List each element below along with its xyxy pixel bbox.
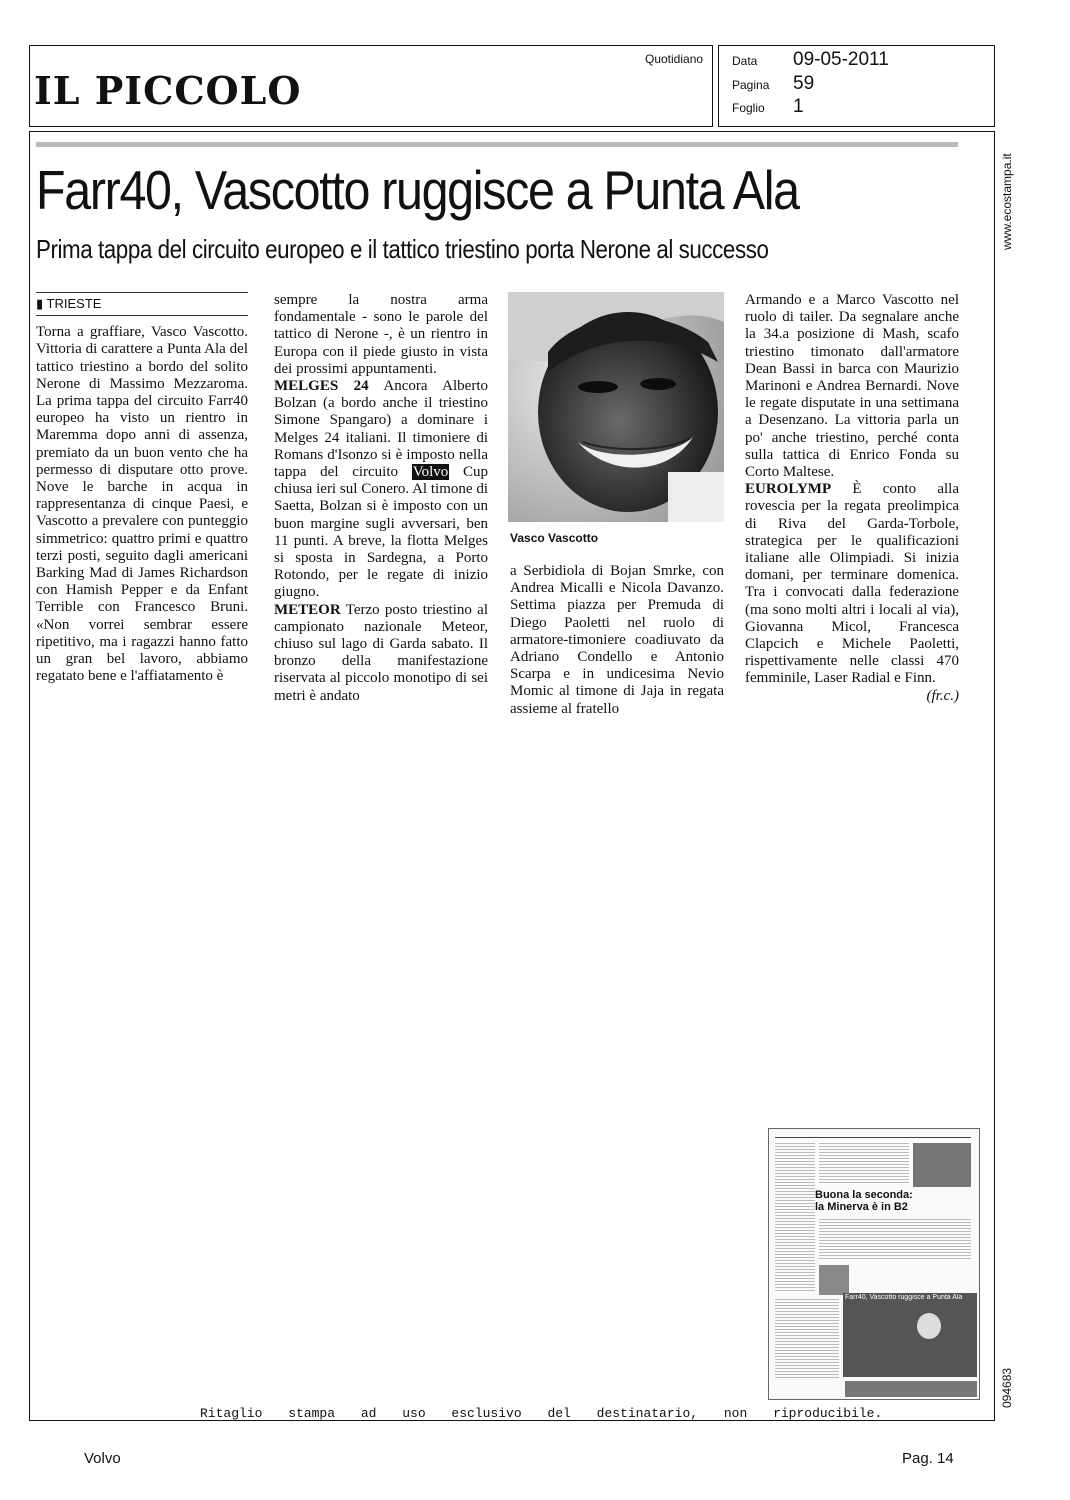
meteor-text: Terzo posto triestino al campionato nazionale Meteor, chiuso sul lago di Garda sabato. Il bronzo della manifestazione riservata al piccolo monotipo di sei metri è andato <box>274 601 488 704</box>
page-value: 59 <box>793 73 815 94</box>
thumbnail-text-block <box>819 1143 909 1183</box>
author-signature: (fr.c.) <box>926 687 959 704</box>
melges-keyword: MELGES 24 <box>274 378 369 395</box>
sheet-value: 1 <box>793 96 804 117</box>
thumbnail-text-block <box>819 1219 971 1259</box>
sheet-label: Foglio <box>732 101 765 115</box>
article-column-3 <box>510 563 724 718</box>
masthead: IL PICCOLO <box>34 68 302 113</box>
melges-text-a: Ancora Alberto Bolzan (a bordo anche il triestino Simone Spangaro) a dominare i Melges 24 italiani. Il timoniere di Romans d'Isonzo si è imposto nella tappa del circuito <box>274 378 488 481</box>
eurolymp-text: È conto alla rovescia per la regata preolimpica di Riva del Garda-Torbole, strategica per le qualificazioni italiane alle Olimpiadi. Si inizia domani, per terminare domenica. Tra i convocati dalla federazione (ma sono molti altri i locali al via), Giovanna Micol, Francesca Clapcich e Michele Paoletti, rispettivamente nelle classi 470 femminile, Laser Radial e Finn. <box>745 481 959 687</box>
article-subheadline: Prima tappa del circuito europeo e il tattico triestino porta Nerone al successo <box>36 234 769 264</box>
thumbnail-photo <box>845 1381 977 1397</box>
article-column-1 <box>36 292 248 685</box>
footer-page: Pag. 14 <box>902 1450 954 1467</box>
meteor-keyword: METEOR <box>274 601 341 618</box>
thumbnail-text-block <box>775 1299 839 1379</box>
article-headline: Farr40, Vascotto ruggisce a Punta Ala <box>36 159 799 221</box>
dateline: ▮ TRIESTE <box>36 292 248 316</box>
article-column-4 <box>745 292 959 705</box>
thumbnail-photo <box>917 1313 941 1339</box>
top-rule <box>36 142 958 147</box>
thumbnail-photo <box>913 1143 971 1187</box>
page-thumbnail <box>768 1128 980 1400</box>
thumbnail-text-block <box>775 1143 815 1293</box>
page-label: Pagina <box>732 78 770 92</box>
column-1-text: Torna a graffiare, Vasco Vascotto. Vittoria di carattere a Punta Ala del tattico triestino a bordo del solito Nerone di Massimo Mezzaroma. La prima tappa del circuito Farr40 europeo ha visto un rientro in Maremma dopo anni di assenza, premiato da un buon vento che ha permesso di disputare otto prove. Nove le barche in acqua in rappresentanza di cinque Paesi, e Vascotto a prevalere con punteggio simmetrico: quattro primi e quattro terzi posti, seguito dagli americani Barking Mad di James Richardson con Hamish Pepper e da Enfant Terrible con Francesco Bruni. «Non vorrei sembrar essere ripetitivo, ma i ragazzi hanno fatto un gran bel lavoro, abbiamo regatato bene e l'affiatamento è <box>36 324 248 685</box>
volvo-highlight: Volvo <box>412 464 449 481</box>
date-label: Data <box>732 54 758 68</box>
thumbnail-headline-line-1: Buona la seconda: <box>815 1189 913 1201</box>
portrait-illustration <box>508 292 724 522</box>
website-label: www.ecostampa.it <box>1000 153 1014 250</box>
melges-text-b: Cup chiusa ieri sul Conero. Al timone di Saetta, Bolzan si è imposto con un buon margine sugli avversari, ben 11 punti. A breve, la flotta Melges si sposta in Sardegna, a Porto Rotondo, per le regate di inizio giugno. <box>274 464 488 601</box>
eurolymp-keyword: EUROLYMP <box>745 481 832 498</box>
publication-type: Quotidiano <box>645 52 704 66</box>
date-value: 09-05-2011 <box>793 49 889 70</box>
copyright-notice: Ritaglio stampa ad uso esclusivo del destinatario, non riproducibile. <box>200 1406 883 1421</box>
footer-keyword: Volvo <box>84 1450 121 1467</box>
thumbnail-article-title: Farr40, Vascotto ruggisce a Punta Ala <box>845 1294 963 1301</box>
thumbnail-headline-line-2: la Minerva è in B2 <box>815 1201 908 1213</box>
column-4-intro: Armando e a Marco Vascotto nel ruolo di tailer. Da segnalare anche la 34.a posizione di Mash, scafo triestino timonato dall'armatore Dean Bassi in barca con Maurizio Marinoni e Andrea Bernardi. Nove le regate disputate in una settimana a Desenzano. La vittoria parla un po' anche triestino, perché conta sulla tattica di Enrico Fonda su Corto Maltese. <box>745 292 959 481</box>
photo-caption: Vasco Vascotto <box>510 531 599 545</box>
thumbnail-headline <box>815 1189 913 1213</box>
column-2-paragraph <box>274 292 488 705</box>
column-4-paragraph <box>745 292 959 704</box>
document-code: 094683 <box>1000 1367 1014 1408</box>
thumbnail-photo <box>819 1265 849 1295</box>
dateline-text: TRIESTE <box>46 296 102 311</box>
thumbnail-rule <box>775 1137 971 1138</box>
column-3-text: a Serbidiola di Bojan Smrke, con Andrea Micalli e Nicola Davanzo. Settima piazza per Premuda di Diego Paoletti nel ruolo di armatore-timoniere coadiuvato da Adriano Condello e Antonio Scarpa e in undicesima Nevio Momic al timone di Jaja in regata assieme al fratello <box>510 563 724 717</box>
column-2-intro: sempre la nostra arma fondamentale - sono le parole del tattico di Nerone -, è un rientro in Europa con il piede giusto in vista dei prossimi appuntamenti. <box>274 292 488 377</box>
article-column-2 <box>274 292 488 705</box>
thumbnail-article-box <box>843 1293 977 1377</box>
portrait-photo <box>508 292 724 522</box>
